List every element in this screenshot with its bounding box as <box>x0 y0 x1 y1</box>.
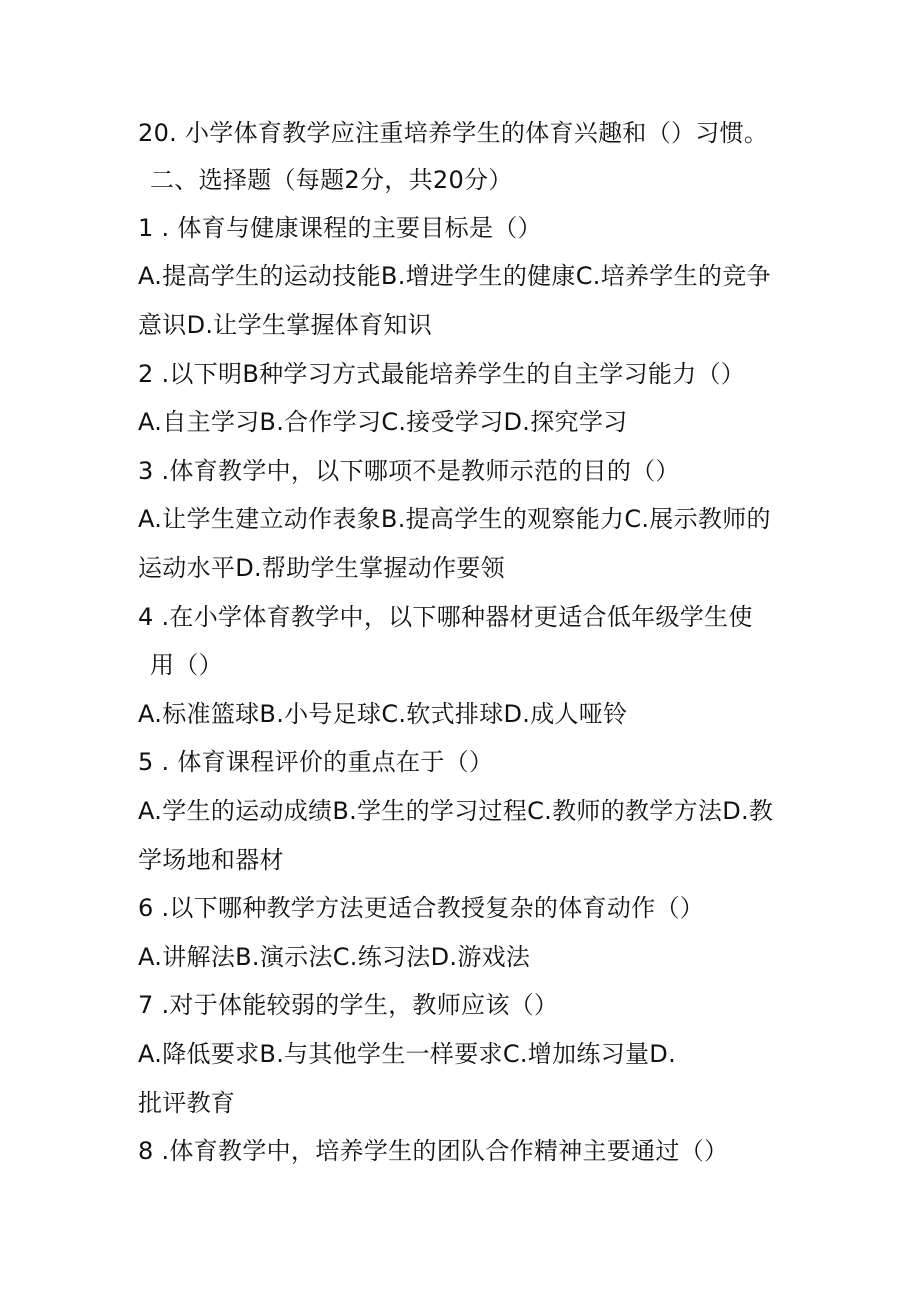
question-7-options: A.降低要求B.与其他学生一样要求C.增加练习量D. <box>138 1040 677 1068</box>
question-3: 3 .体育教学中，以下哪项不是教师示范的目的（） <box>138 457 680 485</box>
question-4: 4 .在小学体育教学中，以下哪种器材更适合低年级学生使 <box>138 603 753 631</box>
question-7-options-cont: 批评教育 <box>138 1089 236 1117</box>
question-1-options: A.提高学生的运动技能B.增进学生的健康C.培养学生的竞争 <box>138 262 771 290</box>
question-4-cont: 用（） <box>150 651 223 679</box>
question-1: 1 . 体育与健康课程的主要目标是（） <box>138 214 542 242</box>
question-2-options: A.自主学习B.合作学习C.接受学习D.探究学习 <box>138 408 628 436</box>
question-3-options-cont: 运动水平D.帮助学生掌握动作要领 <box>138 554 505 582</box>
question-6: 6 .以下哪种教学方法更适合教授复杂的体育动作（） <box>138 894 705 922</box>
question-5-options: A.学生的运动成绩B.学生的学习过程C.教师的教学方法D.教 <box>138 797 774 825</box>
question-2: 2 .以下明B种学习方式最能培养学生的自主学习能力（） <box>138 360 746 388</box>
fill-in-question-20: 20. 小学体育教学应注重培养学生的体育兴趣和（）习惯。 <box>138 119 769 147</box>
question-3-options: A.让学生建立动作表象B.提高学生的观察能力C.展示教师的 <box>138 505 771 533</box>
question-7: 7 .对于体能较弱的学生，教师应该（） <box>138 991 559 1019</box>
question-1-options-cont: 意识D.让学生掌握体育知识 <box>138 311 433 339</box>
question-4-options: A.标准篮球B.小号足球C.软式排球D.成人哑铃 <box>138 700 628 728</box>
question-5-options-cont: 学场地和器材 <box>138 846 284 874</box>
section-heading-choice: 二、选择题（每题2分，共20分） <box>150 166 513 194</box>
question-8: 8 .体育教学中，培养学生的团队合作精神主要通过（） <box>138 1137 729 1165</box>
question-5: 5 . 体育课程评价的重点在于（） <box>138 748 494 776</box>
question-6-options: A.讲解法B.演示法C.练习法D.游戏法 <box>138 943 531 971</box>
